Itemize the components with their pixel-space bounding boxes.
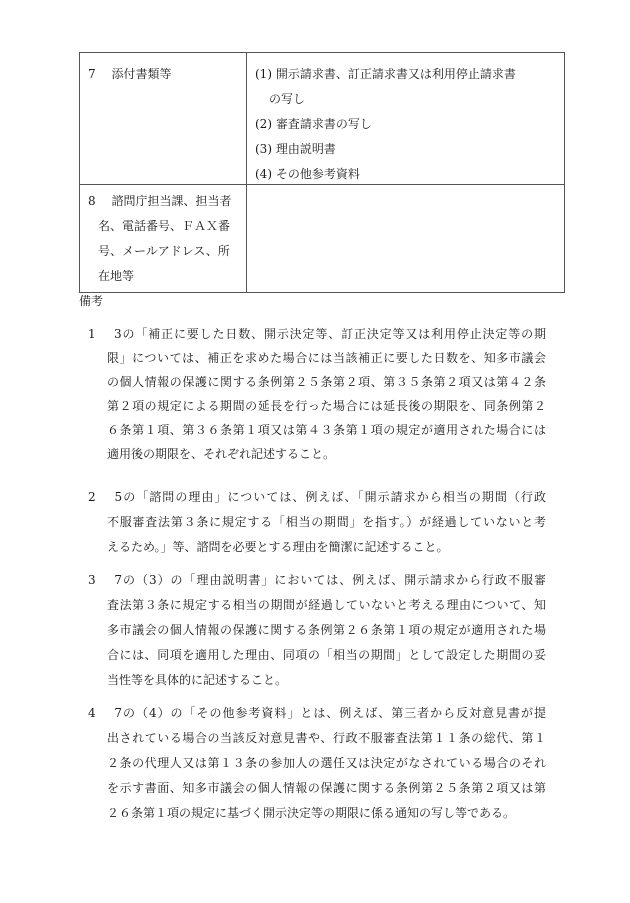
remark-3-line: 多市議会の個人情報の保護に関する条例第２６条第１項の規定が適用された場 — [107, 623, 546, 637]
remark-1-line: 適用後の期限を、それぞれ記述すること。 — [107, 447, 336, 461]
remark-3-line: 当性等を具体的に記述すること。 — [107, 673, 288, 687]
remark-1-line: 限」については、補正を求めた場合には当該補正に要した日数を、知多市議会 — [107, 351, 546, 365]
attachment-label: 7 添付書類等 — [88, 67, 172, 81]
remark-1-line: の個人情報の保護に関する条例第２５条第２項、第３５条第２項又は第４２条 — [107, 375, 546, 389]
table-row — [80, 185, 565, 293]
remark-4-line: ２条の代理人又は第１３条の参加人の選任又は決定がなされている場合のそれ — [107, 756, 546, 770]
attachment-item: (2) 審査請求書の写し — [255, 117, 372, 131]
attachment-item: (4) その他参考資料 — [255, 167, 360, 181]
attachment-item: の写し — [269, 92, 306, 106]
remark-2-line: 不服審査法第３条に規定する「相当の期間」を指す。）が経過していないと考 — [107, 515, 546, 529]
remark-2-line: 2 5の「諮問の理由」については、例えば、「開示請求から相当の期間（行政 — [88, 490, 546, 504]
remark-4-line: 出されている場合の当該反対意見書や、行政不服審査法第１１条の総代、第１ — [107, 731, 546, 745]
contact-label: 名、電話番号、ＦＡＸ番 — [98, 219, 231, 233]
attachment-item: (1) 開示請求書、訂正請求書又は利用停止請求書 — [255, 67, 516, 81]
row-content-cell — [247, 53, 565, 185]
remark-4-line: ２６条第１項の規定に基づく開示決定等の期限に係る通知の写し等である。 — [107, 806, 516, 820]
remarks-title: 備考 — [79, 294, 104, 308]
row-label-cell — [80, 53, 247, 185]
remark-1-line: ６条第１項、第３６条第１項又は第４３条第１項の規定が適用された場合には — [107, 423, 546, 437]
attachment-item: (3) 理由説明書 — [255, 142, 336, 156]
contact-label: 8 諮問庁担当課、担当者 — [88, 194, 232, 208]
remark-3-line: 査法第３条に規定する相当の期間が経過していないと考える理由について、知 — [107, 598, 546, 612]
consultation-table — [79, 52, 565, 293]
remark-3-line: 3 7の（3）の「理由説明書」においては、例えば、開示請求から行政不服審 — [88, 573, 546, 587]
contact-label: 号、メールアドレス、所 — [98, 244, 230, 258]
remark-1-line: 1 3の「補正に要した日数、開示決定等、訂正決定等又は利用停止決定等の期 — [88, 327, 546, 341]
table-row — [80, 53, 565, 185]
remark-4-line: 4 7の（4）の「その他参考資料」とは、例えば、第三者から反対意見書が提 — [88, 706, 546, 720]
remark-3-line: 合には、同項を適用した理由、同項の「相当の期間」として設定した期間の妥 — [107, 648, 546, 662]
row-label-cell — [80, 185, 247, 293]
remark-2-line: えるため。」等、諮問を必要とする理由を簡潔に記述すること。 — [107, 540, 449, 554]
remark-1-line: 第２項の規定による期間の延長を行った場合には延長後の期限を、同条例第２ — [107, 399, 546, 413]
contact-label: 在地等 — [98, 269, 135, 283]
remark-4-line: を示す書面、知多市議会の個人情報の保護に関する条例第２５条第２項又は第 — [107, 781, 546, 795]
row-content-cell — [247, 185, 565, 293]
